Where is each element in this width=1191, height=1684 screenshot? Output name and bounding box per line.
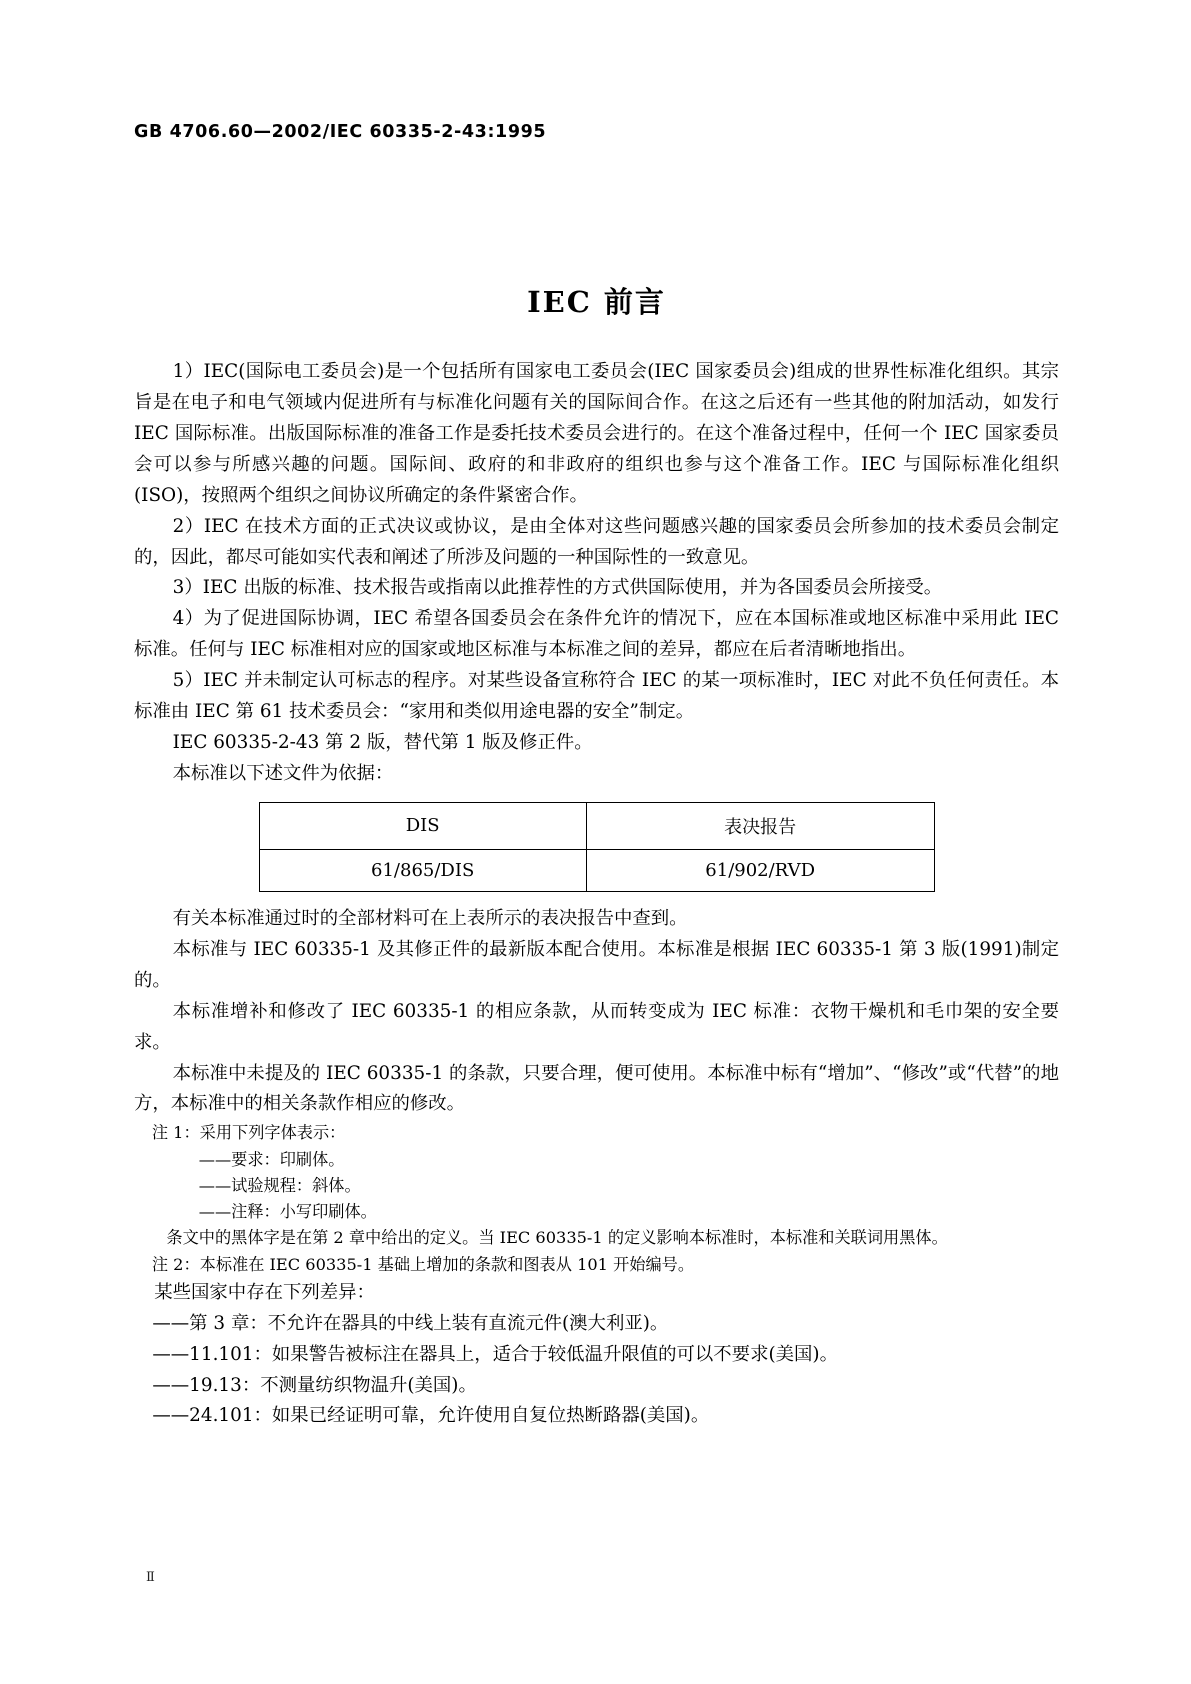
paragraph-8: 有关本标准通过时的全部材料可在上表所示的表决报告中查到。 [172, 907, 688, 929]
table-header-row [259, 802, 934, 849]
document-body [134, 280, 1059, 1432]
paragraph-2: 2）IEC 在技术方面的正式决议或协议，是由全体对这些问题感兴趣的国家委员会所参加的技术委员会制定的，因此，都尽可能如实代表和阐述了所涉及问题的一种国际性的一致意见。 [134, 515, 1059, 568]
note-1: 注 1：采用下列字体表示： [151, 1123, 346, 1143]
paragraph-1: 1）IEC(国际电工委员会)是一个包括所有国家电工委员会(IEC 国家委员会)组成的世界性标准化组织。其宗旨是在电子和电气领域内促进所有与标准化问题有关的国际间合作。在这之后还有一些其他的附加活动，如发行 IEC 国际标准。出版国际标准的准备工作是委托技术委员会进行的。在这个准备过程中，任何一个 IEC 国家委员会可以参与所感兴趣的问题。国际间、政府的和非政府的组织也参与这个准备工作。IEC 与国际标准化组织(ISO)，按照两个组织之间协议所确定的条件紧密合作。 [134, 361, 1059, 506]
paragraph-3: 3）IEC 出版的标准、技术报告或指南以此推荐性的方式供国际使用，并为各国委员会所接受。 [172, 577, 943, 599]
difference-item-4: ——24.101：如果已经证明可靠，允许使用自复位热断路器(美国)。 [152, 1405, 710, 1427]
paragraph-edition-note: IEC 60335-2-43 第 2 版，替代第 1 版及修正件。 [172, 732, 593, 754]
note-1-item-a: ——要求：印刷体。 [198, 1149, 345, 1169]
table-header-dis: DIS [259, 802, 586, 849]
paragraph-4: 4）为了促进国际协调，IEC 希望各国委员会在条件允许的情况下，应在本国标准或地区标准中采用此 IEC 标准。任何与 IEC 标准相对应的国家或地区标准与本标准之间的差异，都应在后者清晰地指出。 [134, 608, 1059, 661]
difference-item-3: ——19.13：不测量纺织物温升(美国)。 [152, 1374, 477, 1396]
difference-item-2: ——11.101：如果警告被标注在器具上，适合于较低温升限值的可以不要求(美国)。 [152, 1343, 838, 1365]
paragraph-basis-intro: 本标准以下述文件为依据： [172, 762, 394, 784]
page-title: IEC 前言 [527, 285, 666, 319]
page-header-standard-code: GB 4706.60—2002/IEC 60335-2-43:1995 [134, 122, 547, 142]
difference-item-1: ——第 3 章：不允许在器具的中线上装有直流元件(澳大利亚)。 [152, 1312, 669, 1334]
table-cell-report-value: 61/902/RVD [586, 849, 934, 891]
note-2: 注 2：本标准在 IEC 60335-1 基础上增加的条款和图表从 101 开始编号。 [151, 1254, 695, 1274]
paragraph-5: 5）IEC 并未制定认可标志的程序。对某些设备宣称符合 IEC 的某一项标准时，IEC 对此不负任何责任。本标准由 IEC 第 61 技术委员会：“家用和类似用途电器的安全”制定。 [134, 670, 1059, 723]
table-row [259, 849, 934, 891]
note-1-item-b: ——试验规程：斜体。 [198, 1175, 361, 1195]
paragraph-10: 本标准增补和修改了 IEC 60335-1 的相应条款，从而转变成为 IEC 标准：衣物干燥机和毛巾架的安全要求。 [134, 1000, 1059, 1053]
paragraph-country-differences-intro: 某些国家中存在下列差异： [154, 1281, 375, 1303]
note-1-bold-text-explanation: 条文中的黑体字是在第 2 章中给出的定义。当 IEC 60335-1 的定义影响本标准时，本标准和关联词用黑体。 [166, 1228, 948, 1248]
paragraph-9: 本标准与 IEC 60335-1 及其修正件的最新版本配合使用。本标准是根据 IEC 60335-1 第 3 版(1991)制定的。 [134, 938, 1059, 991]
note-1-item-c: ——注释：小写印刷体。 [198, 1202, 377, 1222]
table-cell-dis-value: 61/865/DIS [259, 849, 586, 891]
vote-table [259, 802, 935, 892]
paragraph-11: 本标准中未提及的 IEC 60335-1 的条款，只要合理，便可使用。本标准中标有“增加”、“修改”或“代替”的地方，本标准中的相关条款作相应的修改。 [134, 1062, 1059, 1115]
table-header-report: 表决报告 [586, 802, 934, 849]
page-number: Ⅱ [146, 1570, 155, 1585]
